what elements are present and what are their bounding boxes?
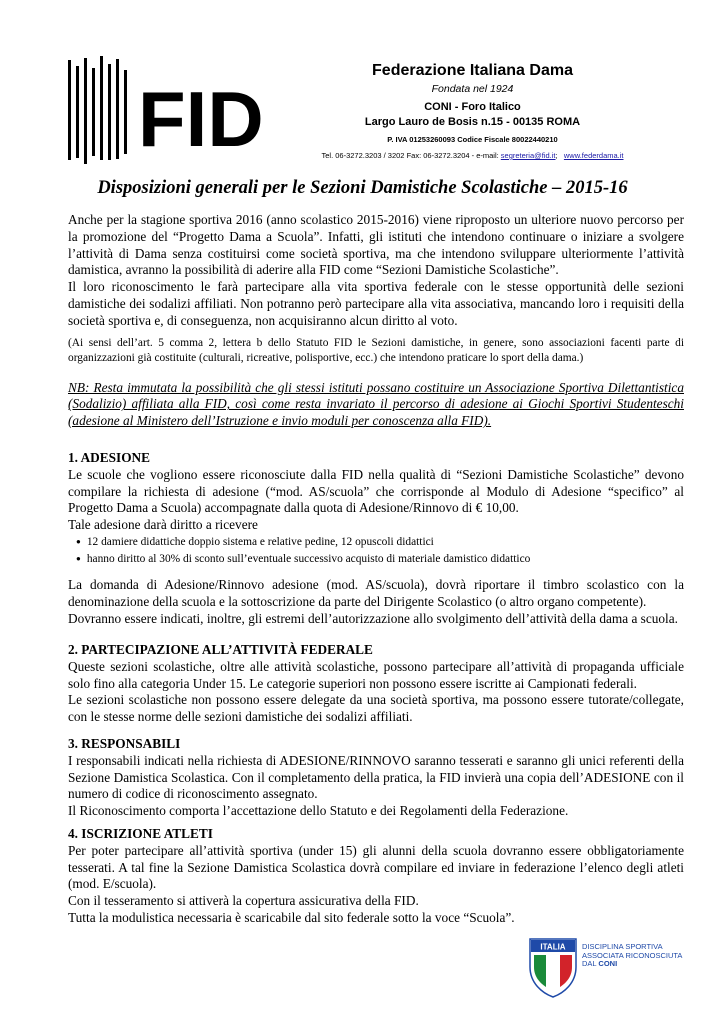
- list-item: ● hanno diritto al 30% di sconto sull’eventuale successivo acquisto di materiale damistico didattico: [88, 551, 684, 569]
- section-paragraph: Queste sezioni scolastiche, oltre alle attività scolastiche, possono partecipare all’attività di propaganda ufficiale solo fino alla categoria Under 15. Le categorie superiori non possono essere iscritte ai Campionati federali.: [68, 658, 684, 691]
- fiscal-line: P. IVA 01253260093 Codice Fiscale 80022440210: [387, 135, 558, 144]
- section-title: 3. RESPONSABILI: [68, 736, 181, 751]
- intro-block: [68, 212, 684, 430]
- list-item: ● 12 damiere didattiche doppio sistema e relative pedine, 12 opuscoli didattici: [88, 534, 684, 552]
- badge-line-3-prefix: DAL: [582, 959, 599, 969]
- logo-text: FID: [138, 75, 264, 163]
- section-title: 4. ISCRIZIONE ATLETI: [68, 826, 213, 841]
- section-title: 1. ADESIONE: [68, 450, 151, 465]
- contacts-prefix: Tel. 06-3272.3203 / 3202 Fax: 06-3272.3204 - e-mail:: [321, 151, 501, 160]
- nb-paragraph: NB: Resta immutata la possibilità che gli stessi istituti possano costituire un Associazione Sportiva Dilettantistica (Sodalizio) affiliata alla FID, così come resta invariato il percorso di adesione ai Giochi Sportivi Studenteschi (adesione al Ministero dell’Istruzione e invio moduli per conoscenza alla FID).: [68, 379, 684, 429]
- section-paragraph: Dovranno essere indicati, inoltre, gli estremi dell’autorizzazione allo svolgimento dell’attività della dama a scuola.: [68, 610, 678, 626]
- fid-logo: [68, 56, 268, 164]
- section-paragraph: Con il tesseramento si attiverà la copertura assicurativa della FID.: [68, 893, 419, 909]
- section-title: 2. PARTECIPAZIONE ALL’ATTIVITÀ FEDERALE: [68, 642, 373, 657]
- badge-line-2: ASSOCIATA RICONOSCIUTA: [582, 950, 683, 960]
- contacts-line: [280, 151, 665, 160]
- coni-badge: [528, 937, 698, 999]
- fid-logo-graphic: [68, 56, 268, 164]
- section-paragraph: I responsabili indicati nella richiesta di ADESIONE/RINNOVO saranno tesserati e saranno gli unici referenti della Sezione Damistica Scolastica. Con il completamento della pratica, la FID invierà una copia dell’ADESIONE con il numero di codice di riconoscimento assegnato.: [68, 752, 684, 802]
- section-partecipazione: [68, 642, 684, 726]
- email-link[interactable]: segreteria@fid.it: [500, 151, 556, 160]
- section-responsabili: [68, 736, 684, 820]
- coni-line: CONI - Foro Italico: [424, 101, 521, 113]
- badge-line-1: DISCIPLINA SPORTIVA: [582, 942, 663, 951]
- founded-line: Fondata nel 1924: [431, 83, 514, 95]
- section-iscrizione: [68, 826, 684, 927]
- org-name: Federazione Italiana Dama: [372, 62, 573, 79]
- italia-shield-icon: [528, 937, 578, 999]
- shield-label: ITALIA: [540, 942, 566, 952]
- section-paragraph: Tutta la modulistica necessaria è scaricabile dal sito federale sotto la voce “Scuola”.: [68, 909, 515, 925]
- document-title: Disposizioni generali per le Sezioni Damistiche Scolastiche – 2015-16: [97, 178, 628, 198]
- badge-line-3: [582, 960, 682, 969]
- section-paragraph: Per poter partecipare all’attività sportiva (under 15) gli alunni della scuola dovranno essere obbligatoriamente tesserati. A tal fine la Sezione Damistica Scolastica dovrà compilare ed inviare in federazione l’elenco degli atleti (mod. E/scuola).: [68, 842, 684, 892]
- section-paragraph: La domanda di Adesione/Rinnovo adesione (mod. AS/scuola), dovrà riportare il timbro scolastico con la denominazione della scuola e la sottoscrizione da parte del Dirigente Scolastico (o altro organo competente).: [68, 576, 684, 609]
- badge-text: [582, 943, 682, 969]
- section-paragraph: Le scuole che vogliono essere riconosciute dalla FID nella qualità di “Sezioni Damistiche Scolastiche” devono compilare la richiesta di adesione (“mod. AS/scuola” che corrisponde al Modulo di Adesione “specifico” al Progetto Dama a Scuola) accompagnate dalla quota di Adesione/Rinnovo di € 10,00.: [68, 466, 684, 516]
- intro-paragraph-1: Anche per la stagione sportiva 2016 (anno scolastico 2015-2016) viene riproposto un ulteriore nuovo percorso per la promozione del “Progetto Dama a Scuola”. Infatti, gli istituti che intendono continuare o iniziare a svolgere l’attività di Dama senza costituirsi come società sportiva, ma che intendono sviluppare ulteriormente l’attività damistica, avranno la possibilità di aderire alla FID come “Sezioni Damistiche Scolastiche”.: [68, 212, 684, 278]
- section-adesione: [68, 450, 684, 627]
- intro-paragraph-2: Il loro riconoscimento le farà partecipare alla vita sportiva federale con le stesse opportunità delle sezioni damistiche dei sodalizi affiliati. Non potranno però partecipare alla vita associativa, mancando loro i requisiti della società sportiva e, di conseguenza, non acquisiranno alcun diritto al voto.: [68, 279, 684, 328]
- badge-line-3-coni: CONI: [598, 959, 618, 969]
- section-paragraph: Il Riconoscimento comporta l’accettazione dello Statuto e dei Regolamenti della Federazione.: [68, 803, 569, 819]
- section-paragraph: Le sezioni scolastiche non possono essere delegate da una società sportiva, ma possono essere tutorate/collegate, con le stesse norme delle sezioni damistiche dei sodalizi affiliati.: [68, 692, 684, 725]
- section-paragraph: Tale adesione darà diritto a ricevere: [68, 517, 258, 533]
- contacts-separator: ;: [555, 151, 558, 160]
- benefits-list: [68, 534, 684, 569]
- intro-note: (Ai sensi dell’art. 5 comma 2, lettera b dello Statuto FID le Sezioni damistiche, in genere, sono associazioni facenti parte di organizzazioni già costituite (culturali, ricreative, polisportive, ecc.) che intendono praticare lo sport della dama.): [68, 336, 684, 364]
- website-link[interactable]: www.federdama.it: [563, 151, 624, 160]
- address-line: Largo Lauro de Bosis n.15 - 00135 ROMA: [364, 116, 581, 128]
